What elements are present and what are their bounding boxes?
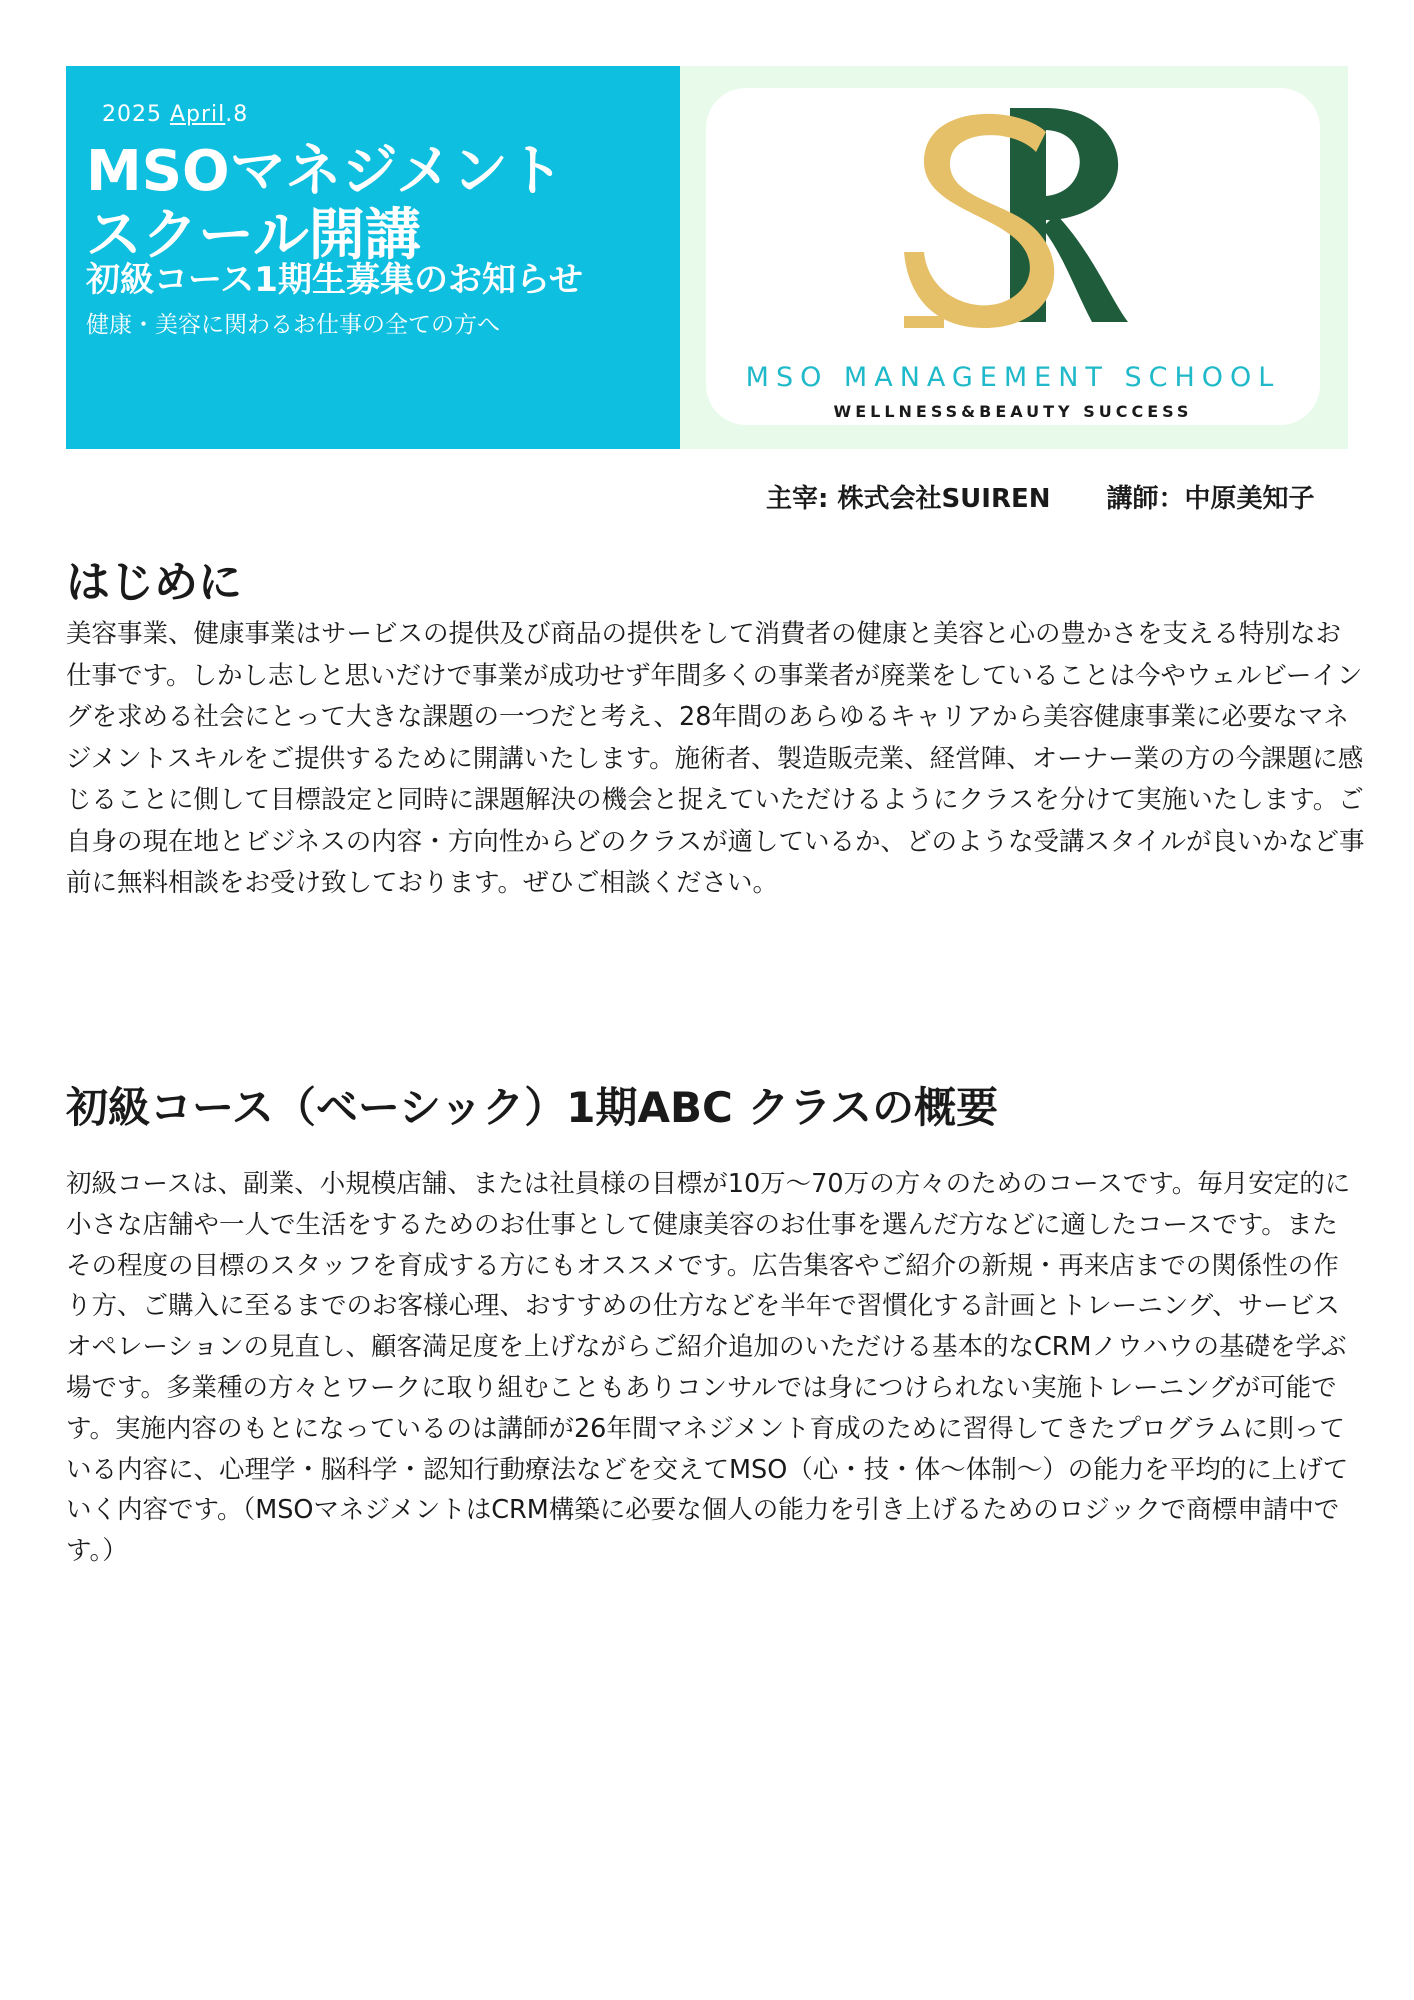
sr-monogram-logo-icon (896, 102, 1136, 332)
school-name-logotype: MSO MANAGEMENT SCHOOL (745, 362, 1281, 393)
logo-tagline: WELLNESS&BEAUTY SUCCESS (833, 402, 1193, 421)
announcement-date: 2025 April.8 (102, 102, 249, 127)
banner-logo-panel (680, 66, 1348, 449)
course-overview-paragraph: 初級コースは、副業、小規模店舗、または社員様の目標が10万〜70万の方々のためのコースです。毎月安定的に小さな店舗や一人で生活をするためのお仕事として健康美容のお仕事を選んだ方などに適したコースです。またその程度の目標のスタッフを育成する方にもオススメです。広告集客やご紹介の新規・再来店までの関係性の作り方、ご購入に至るまでのお客様心理、おすすめの仕方などを半年で習慣化する計画とトレーニング、サービスオペレーションの見直し、顧客満足度を上げながらご紹介追加のいただける基本的なCRMノウハウの基礎を学ぶ場です。多業種の方々とワークに取り組むこともありコンサルでは身につけられない実施トレーニングが可能です。実施内容のもとになっているのは講師が26年間マネジメント育成のために習得してきたプログラムに則っている内容に、心理学・脳科学・認知行動療法などを交えてMSO（心・技・体〜体制〜）の能力を平均的に上げていく内容です。（MSOマネジメントはCRM構築に必要な個人の能力を引き上げるためのロジックで商標申請中です。） (66, 1169, 1351, 1567)
page-subtitle: 初級コース1期生募集のお知らせ (86, 260, 583, 300)
instructor-label: 講師：中原美知子 (1106, 484, 1315, 514)
page-title-line-1: MSOマネジメント (86, 139, 564, 204)
course-overview-heading: 初級コース（ベーシック）1期ABC クラスの概要 (66, 1083, 999, 1132)
intro-paragraph: 美容事業、健康事業はサービスの提供及び商品の提供をして消費者の健康と美容と心の豊かさを支える特別なお仕事です。しかし志しと思いだけで事業が成功せず年間多くの事業者が廃業をしていることは今やウェルビーイングを求める社会にとって大きな課題の一つだと考え、28年間のあらゆるキャリアから美容健康事業に必要なマネジメントスキルをご提供するために開講いたします。施術者、製造販売業、経営陣、オーナー業の方の今課題に感じることに側して目標設定と同時に課題解決の機会と捉えていただけるようにクラスを分けて実施いたします。ご自身の現在地とビジネスの内容・方向性からどのクラスが適しているか、どのような受講スタイルが良いかなど事前に無料相談をお受け致しております。ぜひご相談ください。 (66, 619, 1365, 898)
organizer-label: 主宰: 株式会社SUIREN (766, 484, 1051, 514)
banner-title-panel (66, 66, 680, 449)
date-month: April (170, 102, 226, 127)
page-title-line-2: スクール開講 (86, 203, 421, 268)
banner-tagline: 健康・美容に関わるお仕事の全ての方へ (86, 312, 500, 338)
intro-heading: はじめに (66, 557, 242, 608)
logo-card (706, 88, 1320, 425)
host-info (766, 478, 1315, 515)
header-banner (66, 66, 1348, 449)
